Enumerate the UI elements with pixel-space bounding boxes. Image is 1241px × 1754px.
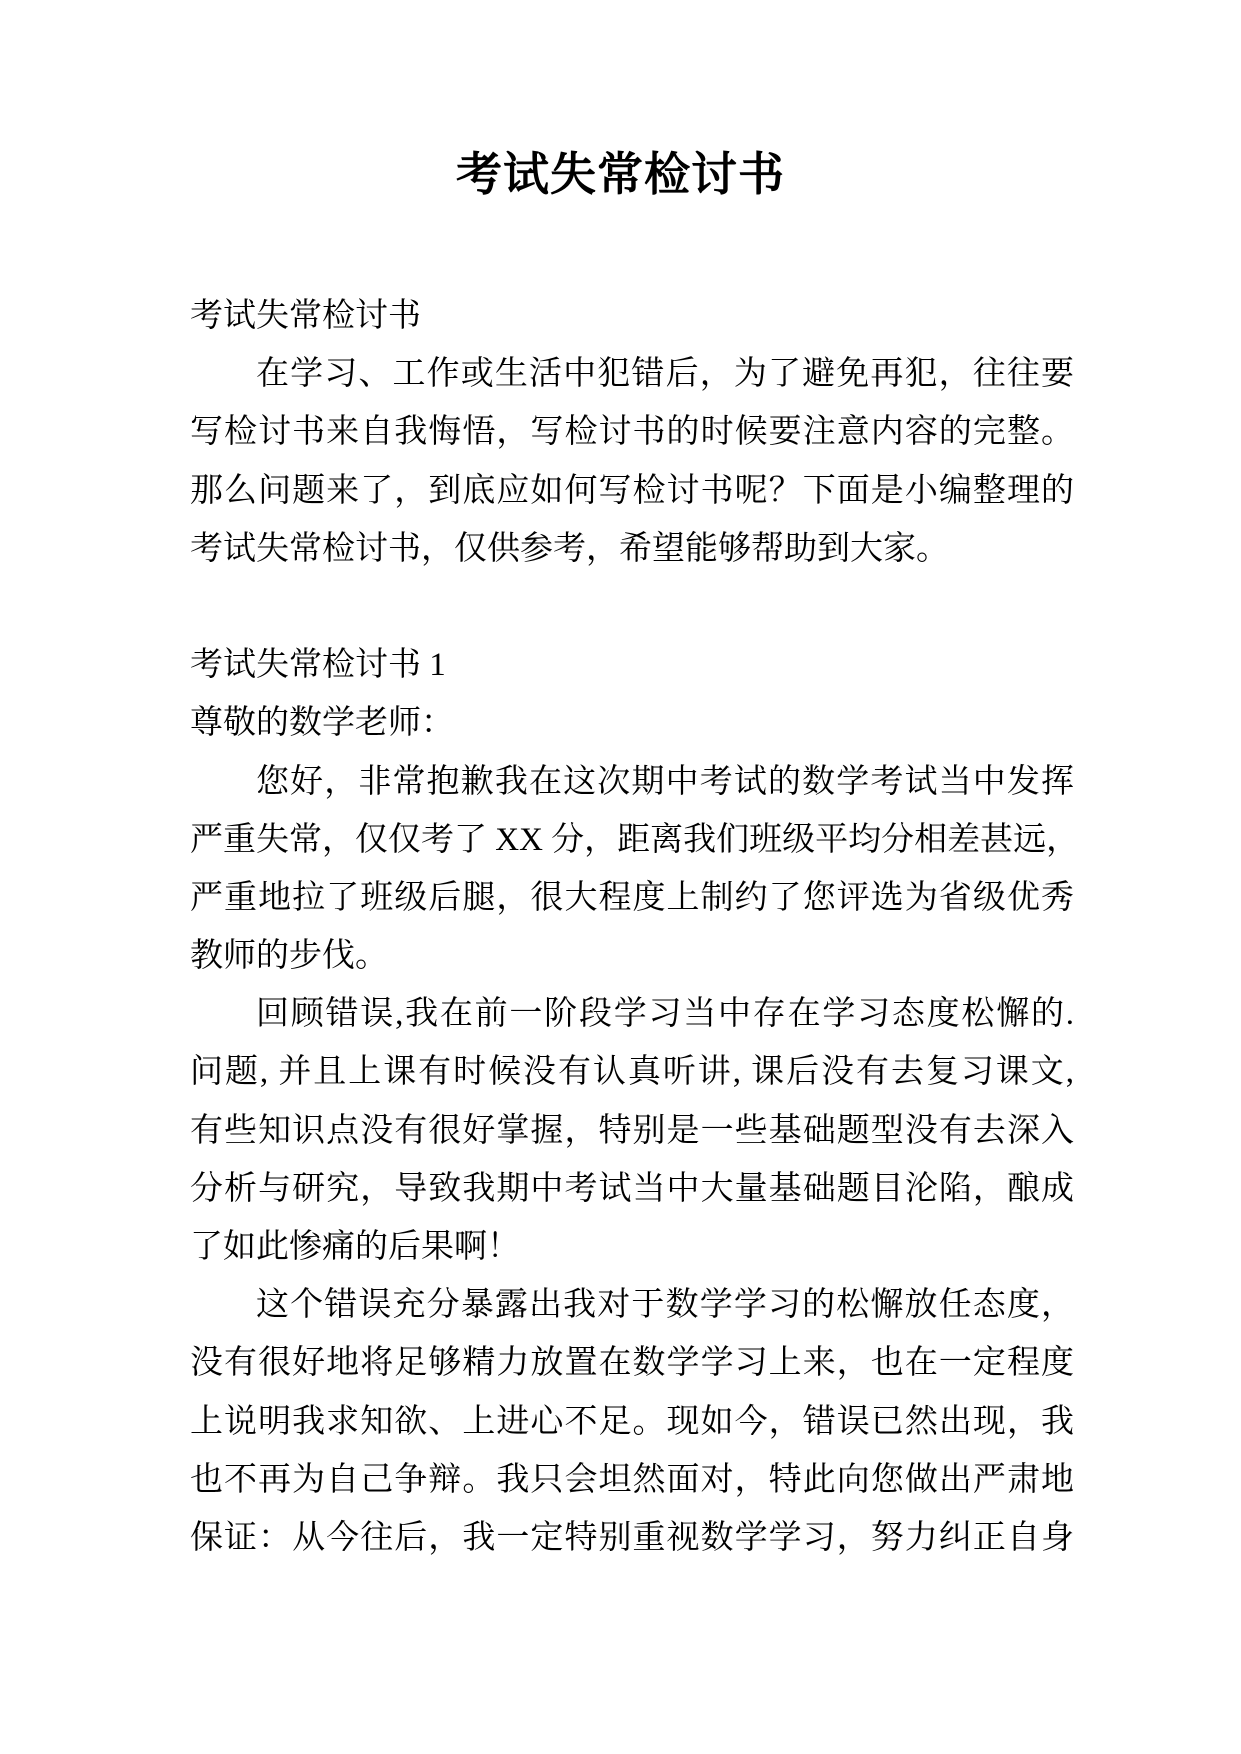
text-line: 有些知识点没有很好掌握，特别是一些基础题型没有去深入 [190, 1112, 1074, 1149]
text-line: 上说明我求知欲、上进心不足。现如今，错误已然出现，我 [190, 1403, 1074, 1440]
text-line: 严重失常，仅仅考了 XX 分，距离我们班级平均分相差甚远， [190, 821, 1080, 858]
text-line: 尊敬的数学老师： [190, 705, 454, 742]
blank-line [190, 578, 1074, 636]
text-line: 回顾错误,我在前一阶段学习当中存在学习态度松懈的. [256, 996, 1074, 1033]
text-line: 问题, 并且上课有时候没有认真听讲, 课后没有去复习课文, [190, 1054, 1074, 1091]
text-line: 考试失常检讨书 1 [190, 647, 446, 684]
text-line: 分析与研究，导致我期中考试当中大量基础题目沦陷，酿成 [190, 1170, 1074, 1207]
text-line: 没有很好地将足够精力放置在数学学习上来，也在一定程度 [190, 1345, 1074, 1382]
text-line: 您好，非常抱歉我在这次期中考试的数学考试当中发挥 [256, 763, 1074, 800]
text-line: 这个错误充分暴露出我对于数学学习的松懈放任态度， [256, 1287, 1074, 1324]
text-line: 严重地拉了班级后腿，很大程度上制约了您评选为省级优秀 [190, 879, 1074, 916]
text-line: 保证：从今往后，我一定特别重视数学学习，努力纠正自身 [190, 1519, 1074, 1556]
text-line: 写检讨书来自我悔悟，写检讨书的时候要注意内容的完整。 [190, 414, 1074, 451]
text-line: 也不再为自己争辩。我只会坦然面对，特此向您做出严肃地 [190, 1461, 1074, 1498]
text-line: 在学习、工作或生活中犯错后，为了避免再犯，往往要 [256, 356, 1074, 393]
document-body [190, 287, 1080, 1567]
text-line: 教师的步伐。 [190, 938, 388, 975]
text-line: 考试失常检讨书，仅供参考，希望能够帮助到大家。 [190, 530, 949, 567]
text-line: 那么问题来了，到底应如何写检讨书呢？下面是小编整理的 [190, 472, 1074, 509]
document-title: 考试失常检讨书 [456, 149, 785, 200]
text-line: 考试失常检讨书 [190, 298, 421, 334]
text-line: 了如此惨痛的后果啊！ [190, 1229, 520, 1265]
